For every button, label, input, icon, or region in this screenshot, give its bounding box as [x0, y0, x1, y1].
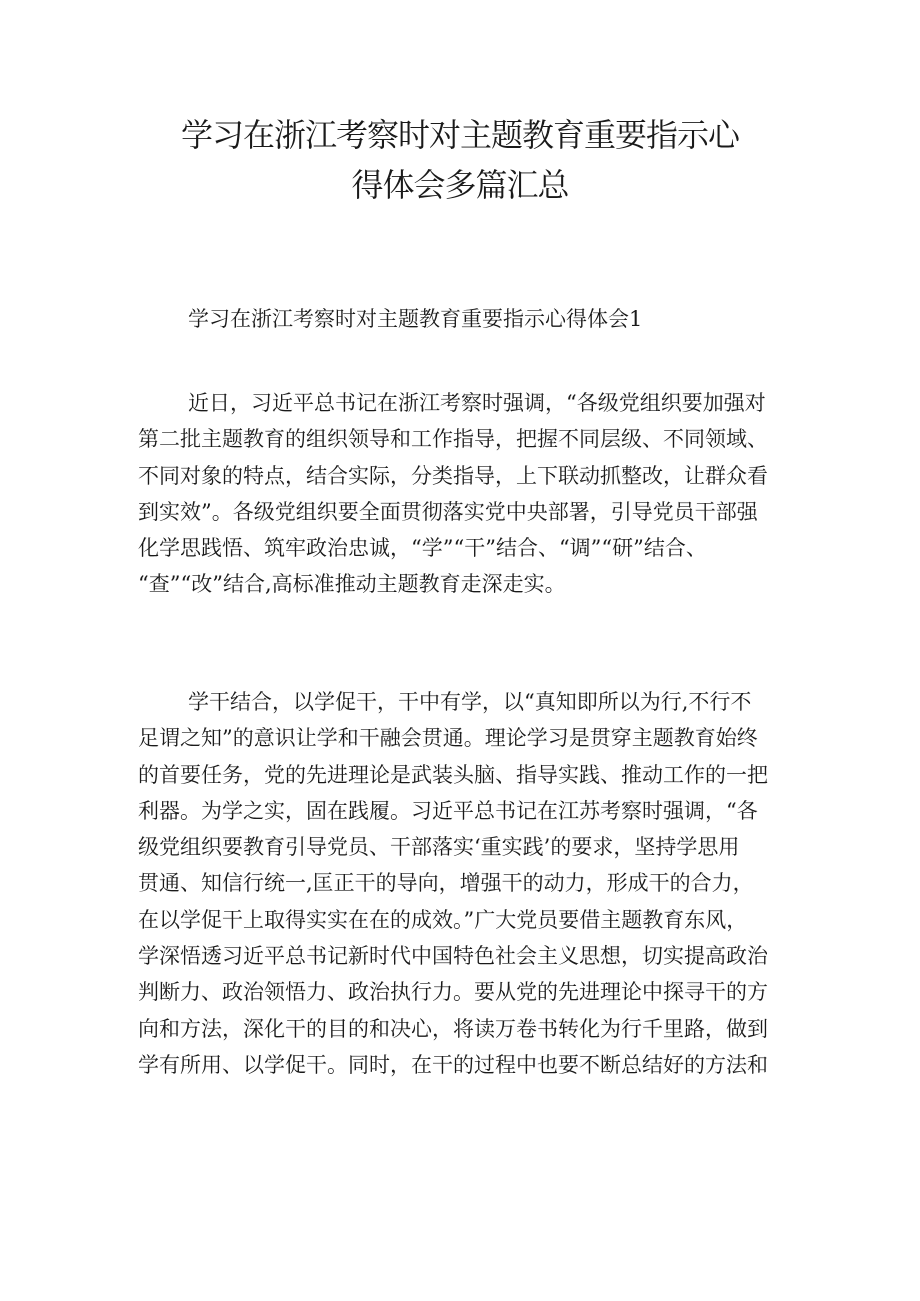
- paragraph-line: 近日，习近平总书记在浙江考察时强调，“各级党组织要加强对: [188, 391, 766, 415]
- document-title: [150, 110, 770, 210]
- paragraph-line: 学深悟透习近平总书记新时代中国特色社会主义思想，切实提高政治: [138, 944, 768, 969]
- paragraph-line: 判断力、政治领悟力、政治执行力。要从党的先进理论中探寻干的方: [138, 980, 768, 1005]
- title-line-1: 学习在浙江考察时对主题教育重要指示心: [180, 116, 739, 154]
- paragraph-line: “查”“改”结合,高标准推动主题教育走深走实。: [138, 572, 566, 597]
- paragraph-line: 到实效”。各级党组织要全面贯彻落实党中央部署，引导党员干部强: [138, 499, 758, 524]
- paragraph-line: 足谓之知”的意识让学和干融会贯通。理论学习是贯穿主题教育始终: [138, 726, 758, 751]
- paragraph: [138, 385, 798, 603]
- paragraph-line: 利器。为学之实，固在践履。习近平总书记在江苏考察时强调，“各: [138, 798, 758, 823]
- paragraph-line: 向和方法，深化干的目的和决心，将读万卷书转化为行千里路，做到: [138, 1016, 768, 1041]
- paragraph-line: 在以学促干上取得实实在在的成效。”广大党员要借主题教育东风，: [138, 907, 748, 932]
- paragraph: [138, 684, 798, 1083]
- paragraph-line: 的首要任务，党的先进理论是武装头脑、指导实践、推动工作的一把: [138, 762, 768, 787]
- paragraph-line: 贯通、知信行统一,匡正干的导向，增强干的动力，形成干的合力，: [138, 871, 754, 896]
- title-line-2: 得体会多篇汇总: [351, 166, 569, 204]
- section-heading: 学习在浙江考察时对主题教育重要指示心得体会1: [188, 307, 643, 331]
- paragraph-line: 学干结合，以学促干，干中有学，以“真知即所以为行,不行不: [188, 690, 752, 714]
- paragraph-line: 级党组织要教育引导党员、干部落实‘重实践’的要求，坚持学思用: [138, 835, 740, 860]
- paragraph-line: 化学思践悟、筑牢政治忠诚，“学”“干”结合、“调”“研”结合、: [138, 536, 707, 561]
- paragraph-line: 学有所用、以学促干。同时，在干的过程中也要不断总结好的方法和: [138, 1052, 768, 1077]
- paragraph-line: 不同对象的特点，结合实际，分类指导，上下联动抓整改，让群众看: [138, 463, 768, 488]
- paragraph-line: 第二批主题教育的组织领导和工作指导，把握不同层级、不同领域、: [138, 427, 768, 452]
